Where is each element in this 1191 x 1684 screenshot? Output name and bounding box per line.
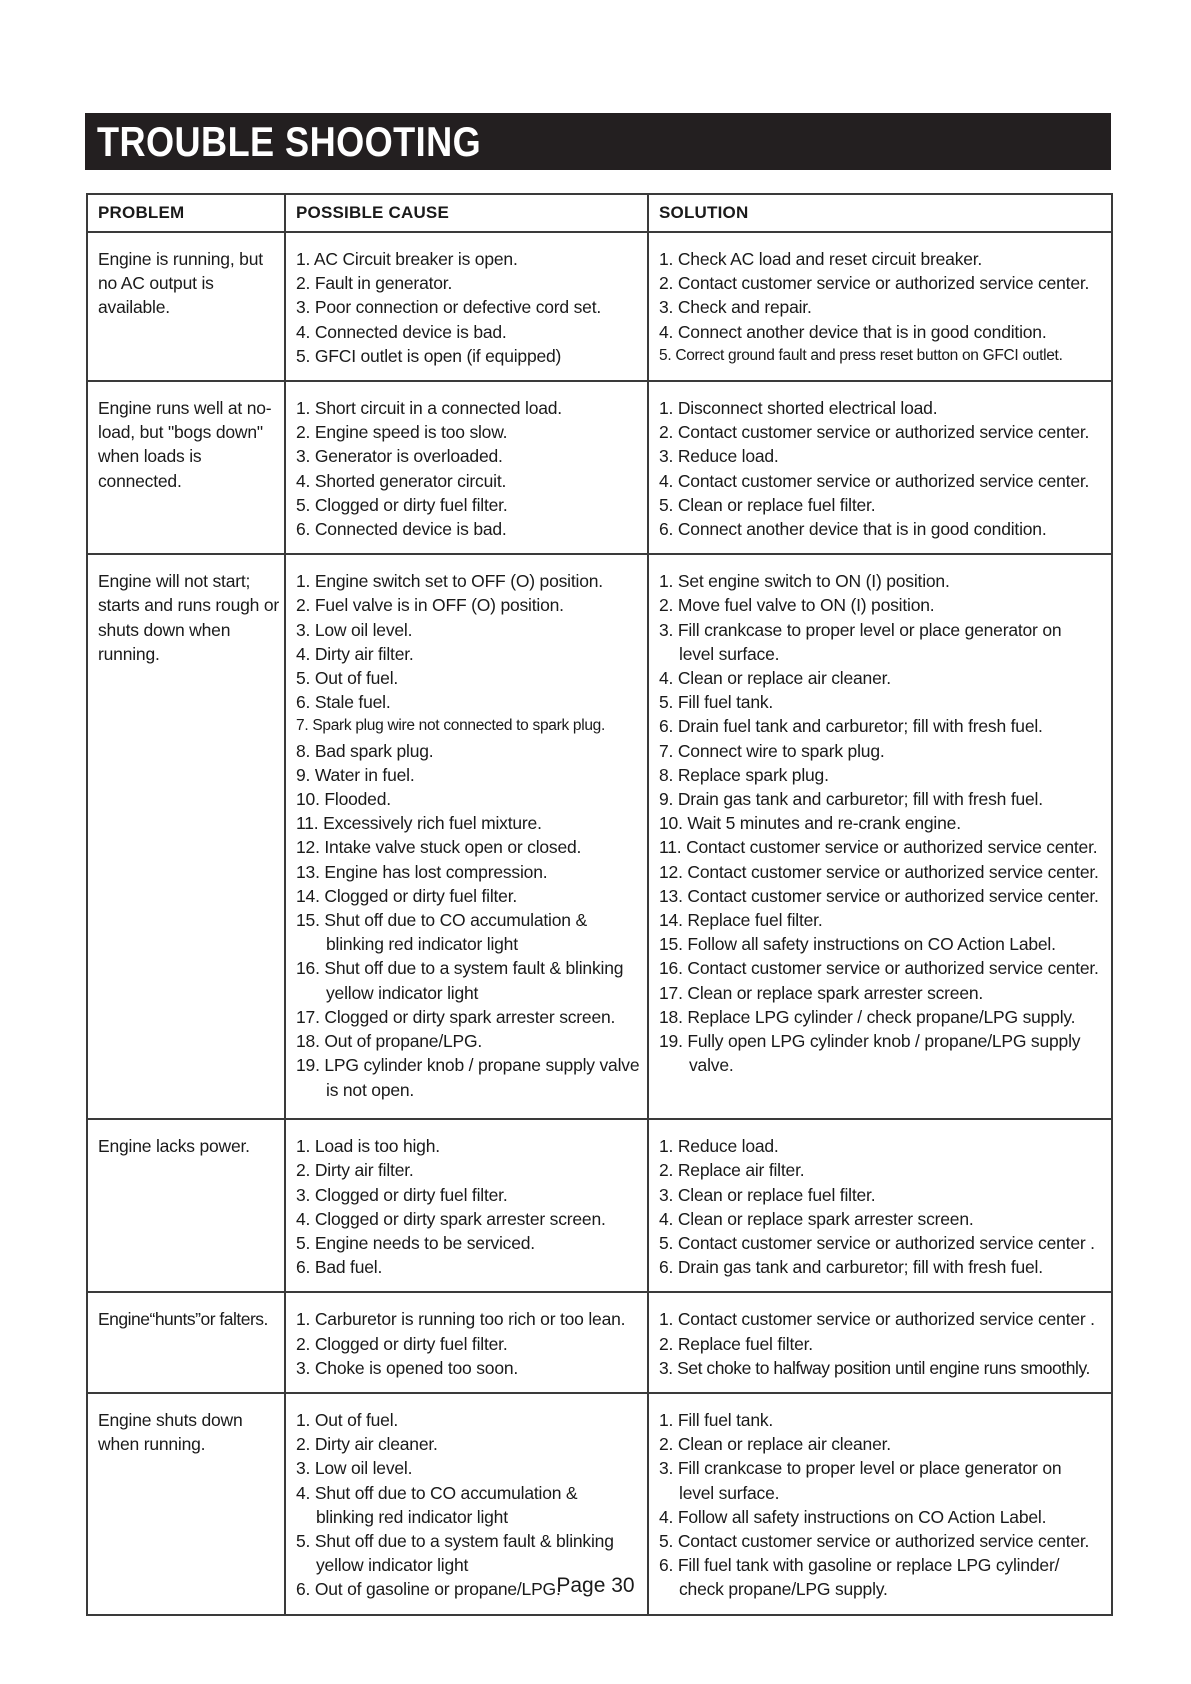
solution-item: 2. Replace fuel filter. [659,1333,813,1354]
solution-item: 13. Contact customer service or authorized service center. [659,885,1099,906]
header-problem: PROBLEM [87,194,285,232]
cause-item: 5. Out of fuel. [296,668,399,689]
page-title: TROUBLE SHOOTING [97,117,482,165]
solution-item: 6. Drain gas tank and carburetor; fill with fresh fuel. [659,1257,1043,1278]
cause-cell [285,381,648,554]
cause-item: 4. Clogged or dirty spark arrester screen. [296,1208,606,1229]
table-row [87,1292,1112,1393]
solution-item: 2. Contact customer service or authorized service center. [659,273,1090,294]
solution-item: 1. Check AC load and reset circuit breaker. [659,249,983,269]
cause-item: 2. Engine speed is too slow. [296,422,508,443]
problem-text: Engine is running, but no AC output is available. [98,249,263,318]
solution-item: 6. Connect another device that is in good condition. [659,519,1047,540]
solution-item-continued: level surface. [679,1482,780,1503]
table-row [87,232,1112,381]
solution-item: 1. Disconnect shorted electrical load. [659,398,938,419]
problem-text: Engine will not start; starts and runs rough or shuts down when running. [98,571,279,664]
problem-text: Engine lacks power. [98,1136,250,1157]
cause-item: 1. Engine switch set to OFF (O) position. [296,571,603,592]
solution-item: 8. Replace spark plug. [659,764,829,785]
cause-item: 9. Water in fuel. [296,764,415,785]
header-cause: POSSIBLE CAUSE [285,194,648,232]
solution-item: 2. Contact customer service or authorized service center. [659,422,1090,443]
cause-item: 5. Engine needs to be serviced. [296,1233,535,1254]
cause-item-continued: blinking red indicator light [326,934,518,955]
cause-item: 15. Shut off due to CO accumulation & [296,910,587,931]
cause-cell [285,1292,648,1393]
solution-item: 4. Clean or replace air cleaner. [659,668,891,689]
cause-item: 14. Clogged or dirty fuel filter. [296,885,518,906]
cause-item: 7. Spark plug wire not connected to spark plug. [296,717,606,735]
cause-cell [285,554,648,1119]
solution-item: 12. Contact customer service or authorized service center. [659,861,1099,882]
table-row [87,381,1112,554]
solution-item: 7. Connect wire to spark plug. [659,740,885,761]
cause-item: 5. Shut off due to a system fault & blinking [296,1531,614,1552]
cause-item: 5. GFCI outlet is open (if equipped) [296,345,562,366]
cause-item: 6. Out of gasoline or propane/LPG. [296,1579,561,1600]
cause-item: 6. Stale fuel. [296,692,391,713]
cause-item: 4. Shorted generator circuit. [296,470,507,491]
cause-item: 17. Clogged or dirty spark arrester screen. [296,1006,616,1027]
solution-item: 10. Wait 5 minutes and re-crank engine. [659,813,961,834]
cause-item: 10. Flooded. [296,789,391,810]
solution-cell [648,1292,1112,1393]
cause-item: 3. Generator is overloaded. [296,446,503,467]
solution-item: 1. Contact customer service or authorized service center . [659,1309,1095,1330]
solution-cell [648,381,1112,554]
solution-item: 1. Reduce load. [659,1136,779,1157]
table-header-row [87,194,1112,232]
solution-cell [648,554,1112,1119]
cause-item: 4. Dirty air filter. [296,643,414,664]
cause-item: 8. Bad spark plug. [296,740,434,761]
solution-item: 9. Drain gas tank and carburetor; fill with fresh fuel. [659,789,1043,810]
cause-item: 4. Shut off due to CO accumulation & [296,1482,578,1503]
solution-item: 4. Contact customer service or authorized service center. [659,470,1090,491]
problem-cell [87,1292,285,1393]
solution-item: 3. Set choke to halfway position until engine runs smoothly. [659,1357,1090,1378]
title-bar [85,113,1111,170]
cause-item: 3. Poor connection or defective cord set. [296,297,602,318]
problem-cell [87,232,285,381]
cause-item: 3. Clogged or dirty fuel filter. [296,1184,508,1205]
solution-item: 4. Follow all safety instructions on CO Action Label. [659,1506,1047,1527]
cause-item: 2. Fault in generator. [296,273,453,294]
solution-item: 1. Set engine switch to ON (I) position. [659,571,950,592]
cause-item: 2. Clogged or dirty fuel filter. [296,1333,508,1354]
solution-item: 3. Clean or replace fuel filter. [659,1184,876,1205]
problem-text: Engine“hunts”or falters. [98,1309,268,1330]
solution-item: 4. Connect another device that is in good condition. [659,321,1047,342]
cause-item-continued: is not open. [326,1079,415,1100]
cause-item: 16. Shut off due to a system fault & blinking [296,958,624,979]
table-row [87,1119,1112,1292]
cause-item: 1. Load is too high. [296,1136,440,1157]
cause-item: 6. Connected device is bad. [296,519,507,540]
solution-item: 4. Clean or replace spark arrester screen. [659,1208,974,1229]
solution-item: 3. Check and repair. [659,297,812,318]
page-number: Page 30 [556,1574,635,1597]
solution-item: 6. Drain fuel tank and carburetor; fill with fresh fuel. [659,716,1043,737]
solution-item-continued: check propane/LPG supply. [679,1579,888,1600]
solution-item: 5. Contact customer service or authorized service center. [659,1531,1090,1552]
cause-item-continued: blinking red indicator light [316,1506,508,1527]
cause-item: 5. Clogged or dirty fuel filter. [296,494,508,515]
cause-item: 4. Connected device is bad. [296,321,507,342]
cause-item: 1. AC Circuit breaker is open. [296,249,518,269]
cause-cell [285,232,648,381]
cause-item: 11. Excessively rich fuel mixture. [296,813,542,834]
cause-item: 12. Intake valve stuck open or closed. [296,837,582,858]
cause-item: 1. Carburetor is running too rich or too lean. [296,1309,626,1330]
solution-cell [648,1119,1112,1292]
cause-item: 2. Fuel valve is in OFF (O) position. [296,595,564,616]
solution-item: 1. Fill fuel tank. [659,1410,774,1431]
table-row [87,554,1112,1119]
solution-item-continued: level surface. [679,643,780,664]
solution-item: 2. Replace air filter. [659,1160,805,1181]
solution-item: 6. Fill fuel tank with gasoline or replace LPG cylinder/ [659,1555,1060,1576]
problem-text: Engine runs well at no-load, but "bogs down" when loads is connected. [98,398,272,491]
solution-cell [648,232,1112,381]
solution-item: 3. Fill crankcase to proper level or place generator on [659,619,1062,640]
solution-item-continued: valve. [689,1055,734,1076]
solution-item: 2. Clean or replace air cleaner. [659,1434,891,1455]
solution-item: 19. Fully open LPG cylinder knob / propane/LPG supply [659,1031,1081,1052]
solution-item: 16. Contact customer service or authorized service center. [659,958,1099,979]
solution-item: 3. Fill crankcase to proper level or place generator on [659,1458,1062,1479]
cause-item: 6. Bad fuel. [296,1257,383,1278]
cause-item: 2. Dirty air cleaner. [296,1434,438,1455]
cause-item: 1. Short circuit in a connected load. [296,398,562,419]
solution-item: 15. Follow all safety instructions on CO Action Label. [659,934,1056,955]
cause-item: 3. Low oil level. [296,1458,413,1479]
header-solution: SOLUTION [648,194,1112,232]
solution-item: 17. Clean or replace spark arrester screen. [659,982,984,1003]
solution-item: 5. Clean or replace fuel filter. [659,494,876,515]
cause-item: 1. Out of fuel. [296,1410,399,1431]
cause-item: 19. LPG cylinder knob / propane supply valve [296,1055,640,1076]
cause-item-continued: yellow indicator light [316,1555,469,1576]
cause-cell [285,1119,648,1292]
solution-item: 3. Reduce load. [659,446,779,467]
solution-item: 5. Fill fuel tank. [659,692,774,713]
troubleshooting-table [86,193,1113,1616]
solution-item: 5. Correct ground fault and press reset button on GFCI outlet. [659,346,1063,364]
solution-item: 18. Replace LPG cylinder / check propane/LPG supply. [659,1006,1076,1027]
solution-item: 2. Move fuel valve to ON (I) position. [659,595,935,616]
problem-cell [87,381,285,554]
problem-cell [87,554,285,1119]
solution-item: 5. Contact customer service or authorized service center . [659,1233,1095,1254]
problem-cell [87,1119,285,1292]
solution-item: 11. Contact customer service or authorized service center. [659,837,1098,858]
problem-text: Engine shuts down when running. [98,1410,243,1455]
cause-item: 13. Engine has lost compression. [296,861,548,882]
cause-item: 3. Choke is opened too soon. [296,1357,519,1378]
cause-item-continued: yellow indicator light [326,982,479,1003]
solution-item: 14. Replace fuel filter. [659,910,823,931]
cause-item: 18. Out of propane/LPG. [296,1031,483,1052]
cause-item: 3. Low oil level. [296,619,413,640]
cause-item: 2. Dirty air filter. [296,1160,414,1181]
